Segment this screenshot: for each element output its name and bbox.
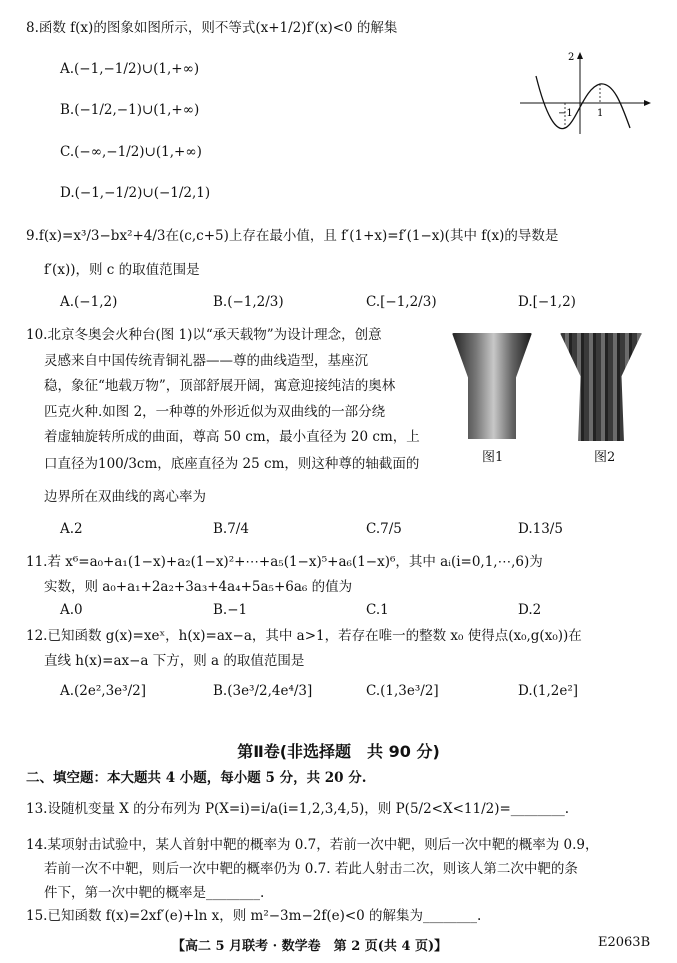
q12-option-d: D.(1,2e²] — [518, 683, 579, 699]
torch-stand-photo — [452, 333, 532, 439]
q15-text: 15.已知函数 f(x)=2xf′(e)+ln x，则 m²−3m−2f(e)<0 的解集为________. — [26, 908, 482, 924]
q10-line-2: 灵感来自中国传统青铜礼器——尊的曲线造型，基座沉 — [44, 353, 368, 369]
fill-in-heading: 二、填空题：本大题共 4 小题，每小题 5 分，共 20 分. — [26, 770, 367, 786]
q12-line-1: 12.已知函数 g(x)=xeˣ，h(x)=ax−a，其中 a>1，若存在唯一的整数 x₀ 使得点(x₀,g(x₀))在 — [26, 628, 582, 644]
q11-option-d: D.2 — [518, 602, 542, 618]
q9-option-a: A.(−1,2) — [60, 294, 118, 310]
figure-2-caption: 图2 — [594, 450, 616, 465]
q11-option-c: C.1 — [366, 602, 389, 618]
q10-option-d: D.13/5 — [518, 521, 563, 537]
q10-option-b: B.7/4 — [213, 521, 249, 537]
q10-line-1: 10.北京冬奥会火种台(图 1)以“承天载物”为设计理念，创意 — [26, 327, 382, 343]
q14-line-2: 若前一次不中靶，则后一次中靶的概率仍为 0.7. 若此人射击二次，则该人第二次中靶的条 — [44, 861, 578, 877]
q10-line-3: 稳，象征“地载万物”，顶部舒展开阔，寓意迎接纯洁的奥林 — [44, 378, 396, 394]
q8-stem: 8.函数 f(x)的图象如图所示，则不等式(x+1/2)f′(x)<0 的解集 — [26, 20, 398, 36]
q8-function-graph — [518, 50, 653, 135]
page-footer: 【高二 5 月联考 · 数学卷 第 2 页(共 4 页)】 — [172, 939, 448, 954]
q9-option-d: D.[−1,2) — [518, 294, 576, 310]
q11-line-2: 实数，则 a₀+a₁+2a₂+3a₃+4a₄+5a₅+6a₆ 的值为 — [44, 579, 353, 595]
q10-line-5: 着虚轴旋转所成的曲面，尊高 50 cm，最小直径为 20 cm，上 — [44, 429, 420, 445]
q8-graph-pos-label: 1 — [597, 108, 604, 119]
q11-option-b: B.−1 — [213, 602, 248, 618]
q8-option-c: C.(−∞,−1/2)∪(1,+∞) — [60, 144, 202, 160]
q8-graph-y-label: 2 — [568, 52, 575, 63]
q9-option-c: C.[−1,2/3) — [366, 294, 437, 310]
q13-text: 13.设随机变量 X 的分布列为 P(X=i)=i/a(i=1,2,3,4,5)，则 P(5/2<X<11/2)=________. — [26, 801, 570, 817]
q14-line-1: 14.某项射击试验中，某人首射中靶的概率为 0.7，若前一次中靶，则后一次中靶的概率为 0.9， — [26, 837, 599, 853]
q8-option-a: A.(−1,−1/2)∪(1,+∞) — [60, 61, 200, 77]
figure-1-caption: 图1 — [482, 450, 504, 465]
q9-line-1: 9.f(x)=x³/3−bx²+4/3在(c,c+5)上存在最小值，且 f′(1+x)=f′(1−x)(其中 f(x)的导数是 — [26, 228, 559, 244]
q11-option-a: A.0 — [60, 602, 83, 618]
q9-line-2: f′(x))，则 c 的取值范围是 — [44, 262, 200, 278]
q10-line-7: 边界所在双曲线的离心率为 — [44, 489, 206, 505]
q10-line-6: 口直径为100/3cm，底座直径为 25 cm，则这种尊的轴截面的 — [44, 456, 420, 472]
paper-code: E2063B — [598, 935, 651, 950]
q11-line-1: 11.若 x⁶=a₀+a₁(1−x)+a₂(1−x)²+⋯+a₅(1−x)⁵+a₆(1−x)⁶，其中 aᵢ(i=0,1,⋯,6)为 — [26, 554, 543, 570]
section-heading: 第Ⅱ卷(非选择题 共 90 分) — [237, 742, 440, 761]
q14-line-3: 件下，第一次中靶的概率是________. — [44, 885, 265, 901]
q12-line-2: 直线 h(x)=ax−a 下方，则 a 的取值范围是 — [44, 653, 305, 669]
q10-option-a: A.2 — [60, 521, 83, 537]
bronze-zun-photo — [560, 333, 642, 441]
q12-option-b: B.(3e³/2,4e⁴/3] — [213, 683, 313, 699]
q8-option-b: B.(−1/2,−1)∪(1,+∞) — [60, 102, 200, 118]
q9-option-b: B.(−1,2/3) — [213, 294, 284, 310]
q12-option-c: C.(1,3e³/2] — [366, 683, 439, 699]
q12-option-a: A.(2e²,3e³/2] — [60, 683, 146, 699]
q10-option-c: C.7/5 — [366, 521, 402, 537]
q8-graph-neg-label: −1 — [558, 108, 573, 119]
q10-line-4: 匹克火种.如图 2，一种尊的外形近似为双曲线的一部分绕 — [44, 404, 386, 420]
q8-option-d: D.(−1,−1/2)∪(−1/2,1) — [60, 185, 211, 201]
